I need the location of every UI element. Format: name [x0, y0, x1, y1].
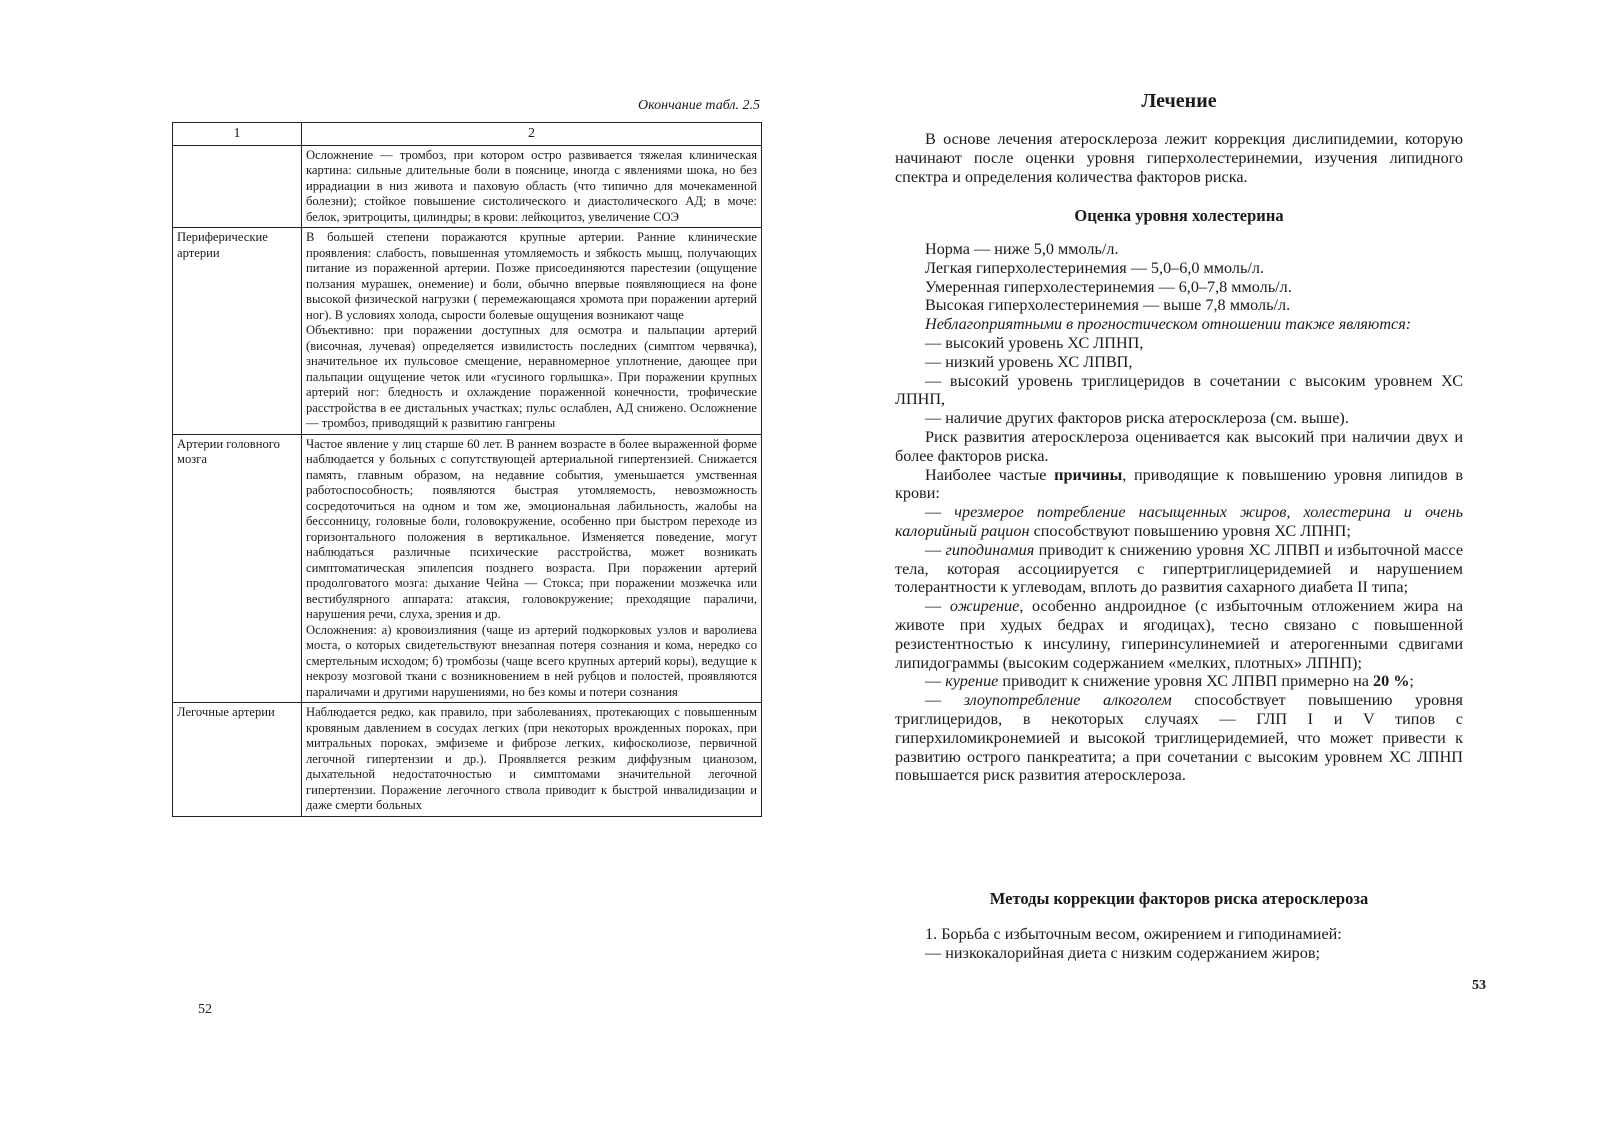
table-header-row	[173, 123, 762, 146]
row-description-text: Частое явление у лиц старше 60 лет. В раннем возрасте в более выраженной форме наблюдается у больных с сопутствующей артериальной гипертензией. Снижается память, главным образом, на недавние события, уменьшается умственная работоспособность; появляются быстрая утомляемость, невозможность сосредоточиться на одном и том же, эмоциональная лабильность, жалобы на бессонницу, головные боли, головокружение, особенно при быстром переходе из горизонтального положения в вертикальное. Изменяется поведение, могут наблюдаться различные психические расстройства, может возникать симптоматическая эпилепсия позднего возраста. При поражении артерий продолговатого мозга: дыхание Чейна — Стокса; при поражении мозжечка или вестибулярного аппарата: атаксия, головокружение; преходящие параличи, нарушения речи, слуха, зрения и др.	[306, 436, 757, 621]
method-item: — низкокалорийная диета с низким содержанием жиров;	[925, 943, 1320, 962]
level-line: Высокая гиперхолестеринемия — выше 7,8 ммоль/л.	[925, 296, 1291, 315]
cause-dash: —	[925, 691, 964, 710]
unfavorable-item: — высокий уровень ХС ЛПНП,	[925, 333, 1144, 352]
cause-dash: —	[925, 503, 955, 522]
causes-keyword: причины	[1054, 465, 1123, 484]
subheading-cholesterol: Оценка уровня холестерина	[1074, 206, 1284, 225]
cause-text: ;	[1409, 672, 1414, 691]
cause-text: способствует повышению уровня триглицеридов, в некоторых случаях — ГЛП I и V типов с гиперхиломикронемией и высокой триглицеридемией, что может привести к развитию острого панкреатита; а при сочетании с высоким уровнем ХС ЛПНП повышается риск развития атеросклероза.	[895, 691, 1463, 785]
row-description-text: В большей степени поражаются крупные артерии. Ранние клинические проявления: слабость, повышенная утомляемость и зябкость мышц, получающих питание из пораженной артерии. Позже присоединяются парестезии (ощущение ползания мурашек, онемение) и боли, обычно впервые появляющиеся на фоне высокой физической нагрузки ( перемежающаяся хромота при поражении артерий ног). В условиях холода, сырости болевые ощущения возникают чаще	[306, 230, 757, 322]
page-number-right: 53	[1472, 978, 1486, 993]
cause-dash: —	[925, 672, 946, 691]
causes-intro-text: , приводящие к повышению уровня липидов в крови:	[895, 465, 1463, 503]
cause-item	[895, 541, 1463, 597]
level-line: Легкая гиперхолестеринемия — 5,0–6,0 ммоль/л.	[925, 258, 1264, 277]
level-line: Умеренная гиперхолестеринемия — 6,0–7,8 ммоль/л.	[925, 277, 1292, 296]
intro-paragraph: В основе лечения атеросклероза лежит коррекция дислипидемии, которую начинают после оценки уровня гиперхолестеринемии, изучения липидного спектра и определения количества факторов риска.	[895, 130, 1463, 186]
risk-paragraph: Риск развития атеросклероза оценивается как высокий при наличии двух и более факторов риска.	[895, 427, 1463, 465]
cause-text: приводит к снижение уровня ХС ЛПВП примерно на	[998, 672, 1373, 691]
continuation-table	[172, 122, 762, 817]
page-number-left: 52	[198, 1002, 212, 1017]
causes-intro-text: Наиболее частые	[925, 465, 1055, 484]
intro-block	[895, 130, 1463, 186]
cause-term: чрезмерое потребление насыщенных жиров, холестерина и очень калорийный рацион	[895, 503, 1463, 540]
row-description	[302, 703, 762, 817]
section-heading: Лечение	[1141, 90, 1217, 112]
level-line: Норма — ниже 5,0 ммоль/л.	[925, 240, 1119, 258]
cause-item	[895, 597, 1463, 672]
row-description	[302, 145, 762, 228]
cause-text: особенно андроидное (с избыточным отложением жира на животе при худых бедрах и ягодицах), тесно связано с повышенной резистентностью к инсулину, гиперинсулинемией и атерогенными сдвигами липидограммы (высоким содержанием «мелких, плотных» ЛПНП);	[895, 597, 1463, 672]
cause-term: курение	[945, 672, 999, 691]
cause-text: способствуют повышению уровня ХС ЛПНП;	[1029, 521, 1351, 540]
cause-dash: —	[925, 597, 950, 616]
table-row	[173, 145, 762, 228]
right-page	[800, 0, 1600, 1133]
row-label: Легочные артерии	[173, 703, 302, 817]
row-description-text: Объективно: при поражении доступных для осмотра и пальпации артерий (височная, лучевая) определяется извилистость последних (симптом червячка), значительное их пульсовое смещение, неравномерное уплотнение, дающее при пальпации ощущение четок или «гусиного горлышка». При поражении крупных артерий ног: бледность и охлаждение пораженной конечности, трофические расстройства в ее дистальных участках; пульс ослаблен, АД снижено. Осложнение — тромбоз, приводящий к развитию гангрены	[306, 323, 757, 430]
table-row	[173, 434, 762, 703]
row-description	[302, 434, 762, 703]
row-description-text: Осложнения: а) кровоизлияния (чаще из артерий подкорковых узлов и варолиева моста, о которых свидетельствуют внезапная потеря сознания и кома, нередко со смертельным исходом; б) тромбозы (чаще всего крупных артерий коры), ведущие к некрозу мозговой ткани с возникновением в ней рубцов и полостей, проявляются параличами и другими нарушениями, но без комы и потери сознания	[306, 622, 757, 699]
table-row	[173, 703, 762, 817]
body-block	[895, 240, 1463, 785]
row-description	[302, 228, 762, 435]
row-label: Периферические артерии	[173, 228, 302, 435]
unfavorable-intro: Неблагоприятными в прогностическом отношении также являются:	[925, 315, 1412, 334]
cause-percent: 20 %	[1373, 672, 1410, 691]
column-header-2: 2	[302, 123, 762, 146]
cause-text: приводит к снижению уровня ХС ЛПВП и избыточной массе тела, которая ассоциируется с гипертриглицеридемией и нарушением толерантности к углеводам, вплоть до развития сахарного диабета II типа;	[895, 540, 1464, 597]
row-description-text: Наблюдается редко, как правило, при заболеваниях, протекающих с повышенным кровяным давлением в сосудах легких (при некоторых врожденных пороках, при митральных пороках, эмфиземе и фиброзе легких, кифосколиозе, первичной легочной гипертензии и др.). Проявляется резким диффузным цианозом, дыхательной недостаточностью и симптомами значительной легочной гипертензии. Поражение легочного ствола приводит к быстрой инвалидизации и даже смерти больных	[306, 705, 757, 812]
row-label	[173, 145, 302, 228]
column-header-1: 1	[173, 123, 302, 146]
methods-block	[895, 925, 1463, 963]
cause-item	[895, 503, 1463, 541]
table-row	[173, 228, 762, 435]
table-caption: Окончание табл. 2.5	[638, 98, 760, 113]
cause-term: гиподинамия	[945, 540, 1035, 559]
cause-item	[895, 672, 1463, 691]
unfavorable-item: — высокий уровень триглицеридов в сочетании с высоким уровнем ХС ЛПНП,	[895, 371, 1463, 409]
unfavorable-item: — наличие других факторов риска атеросклероза (см. выше).	[925, 409, 1349, 428]
cause-dash: —	[925, 540, 946, 559]
cause-item	[895, 691, 1463, 785]
method-item: 1. Борьба с избыточным весом, ожирением и гиподинамией:	[925, 925, 1342, 943]
row-description-text: Осложнение — тромбоз, при котором остро развивается тяжелая клиническая картина: сильные длительные боли в пояснице, иногда с явлениями шока, но без иррадиации в низ живота и паховую область (что типично для мочекаменной болезни); стойкое повышение систолического и диастолического АД; в моче: белок, эритроциты, цилиндры; в крови: лейкоцитоз, увеличение СОЭ	[306, 147, 757, 224]
causes-intro	[895, 466, 1463, 504]
subheading-methods: Методы коррекции факторов риска атеросклероза	[989, 889, 1369, 908]
unfavorable-item: — низкий уровень ХС ЛПВП,	[925, 352, 1133, 371]
cause-term: злоупотребление алкоголем	[963, 691, 1172, 710]
row-label: Артерии головного мозга	[173, 434, 302, 703]
cause-term: ожирение,	[949, 597, 1024, 616]
